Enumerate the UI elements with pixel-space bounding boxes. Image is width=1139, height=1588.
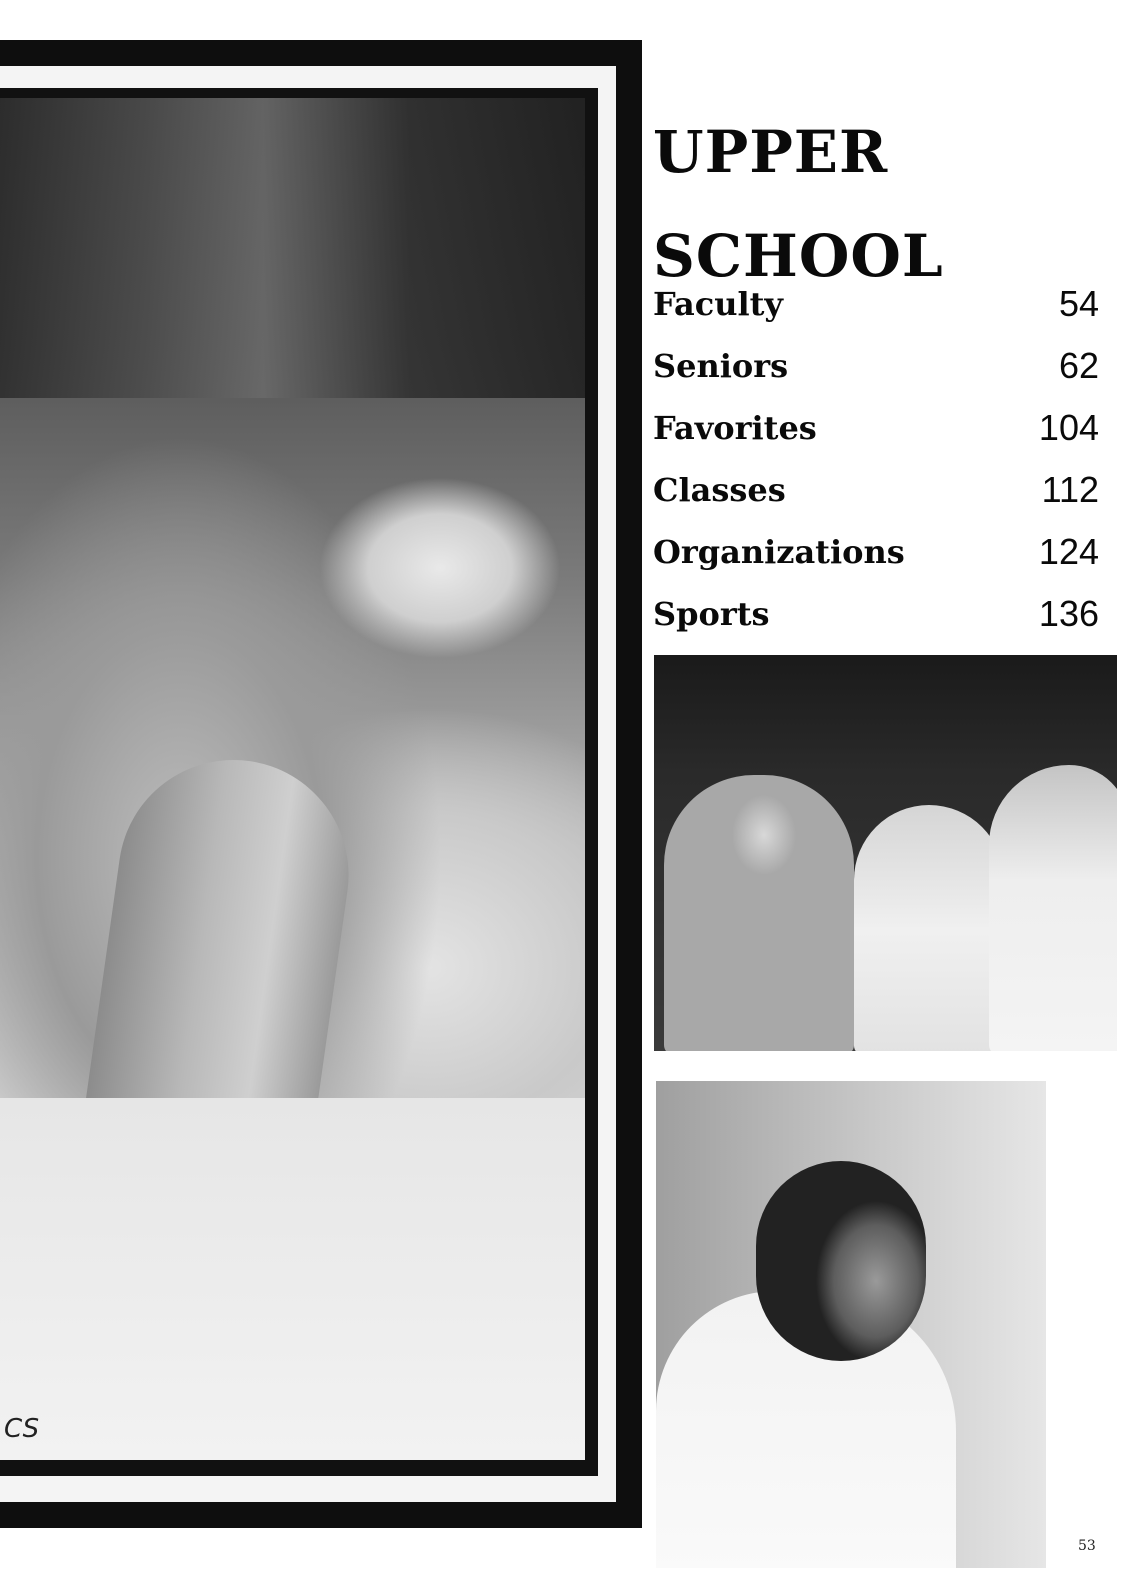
contents-item-seniors [653,342,1099,404]
contents-item-organizations [653,528,1099,590]
contents-item-page: 62 [1058,345,1099,386]
photo-caption-fragment: CS [4,1414,40,1444]
photo-frame-mat [0,66,616,1502]
contents-item-classes [653,466,1099,528]
section-title-line-1: UPPER [653,118,889,186]
contents-item-label: Seniors [653,347,789,385]
section-title [653,100,944,308]
photo-lower-area [0,1098,585,1460]
contents-item-page: 136 [1038,593,1099,634]
contents-item-page: 54 [1058,283,1099,324]
contents-item-label: Faculty [653,285,783,323]
contents-item-label: Organizations [653,533,905,571]
contents-item-favorites [653,404,1099,466]
contents-item-sports [653,590,1099,652]
photo-person-head [756,1161,926,1361]
contents-item-label: Classes [653,471,786,509]
main-photo-student-with-tray [0,98,585,1460]
section-title-line-2: SCHOOL [653,222,944,290]
photo-frame-inner-border [0,88,598,1476]
contents-item-label: Favorites [653,409,817,447]
contents-item-page: 112 [1041,469,1099,510]
contents-item-faculty [653,280,1099,342]
photo-person-center [854,805,1004,1051]
contents-list [653,280,1099,652]
photo-three-students-laughing [654,655,1117,1051]
photo-frame-border [0,40,642,1528]
photo-background [0,98,585,398]
contents-item-page: 104 [1038,407,1099,448]
photo-person-right [989,765,1117,1051]
page-number: 53 [1078,1538,1096,1554]
contents-item-label: Sports [653,595,770,633]
photo-student-writing [656,1081,1046,1568]
photo-person-left [664,775,854,1051]
contents-item-page: 124 [1038,531,1099,572]
